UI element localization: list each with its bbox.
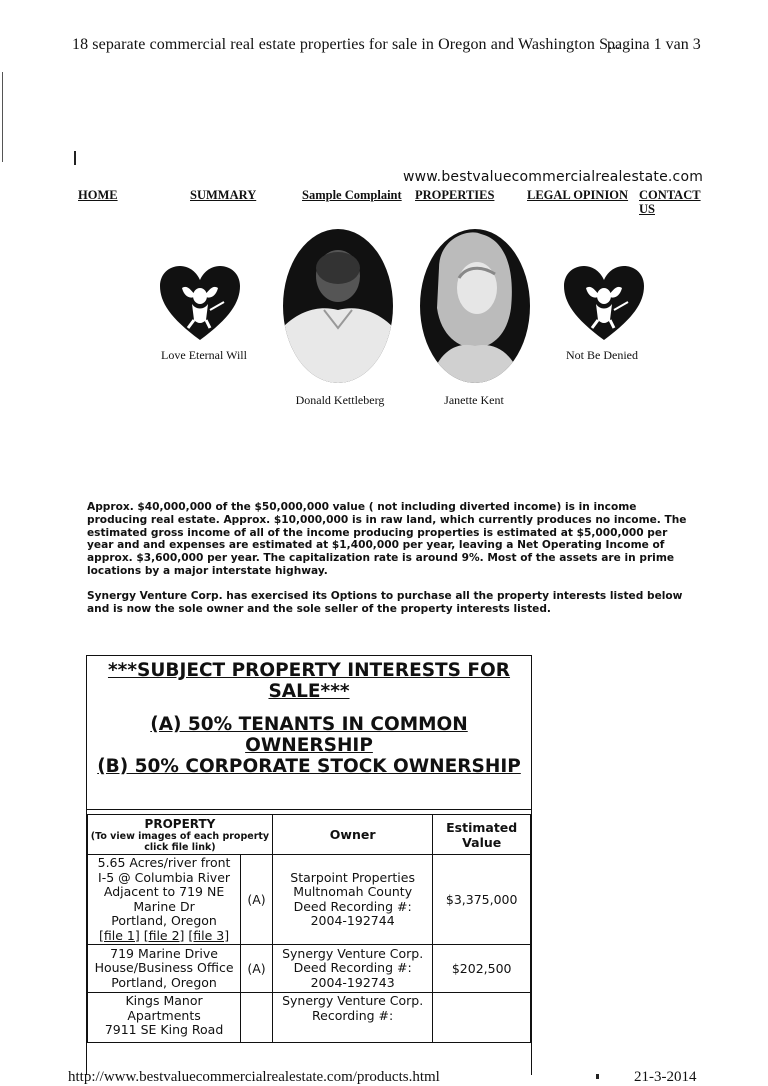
file-2-link[interactable]: [file 2] — [143, 927, 185, 943]
ownership-type-cell: (A) — [241, 945, 273, 993]
property-cell: 719 Marine Drive House/Business Office Portland, Oregon — [88, 945, 241, 993]
ownership-type-cell: (A) — [241, 855, 273, 945]
table-row — [88, 945, 531, 993]
nav-contact-us-link[interactable]: CONTACT US — [639, 188, 701, 216]
scan-artifact — [74, 151, 76, 165]
portrait-donald-kettleberg — [282, 228, 394, 384]
scan-artifact — [2, 72, 3, 162]
box-title-line-2: SALE*** — [268, 681, 350, 702]
scan-artifact — [596, 1074, 599, 1079]
footer-date: 21-3-2014 — [634, 1069, 697, 1085]
box-title-block — [87, 656, 531, 810]
income-summary-paragraph: Approx. $40,000,000 of the $50,000,000 value ( not including diverted income) is in income producing real estate. Approx. $10,000,000 is in raw land, which currently produces no income. The estimated gross income of all of the income producing properties is estimated at $5,000,000 per year and and expenses are estimated at $1,400,000 per year, leaving a Net Operating Income of approx. $3,600,000 per year. The capitalization rate is around 9%. Most of the assets are in prime locations by a major interstate highway. — [87, 501, 687, 577]
nav-home-link[interactable]: HOME — [78, 188, 118, 202]
box-ownership-a-line-1: (A) 50% TENANTS IN COMMON — [150, 714, 468, 735]
cupid-heart-icon — [160, 266, 240, 342]
nav-properties-link[interactable]: PROPERTIES — [415, 188, 495, 202]
table-header-row — [88, 815, 531, 855]
page-number: pagina 1 van 3 — [607, 36, 701, 53]
header-property: PROPERTY (To view images of each property click file link) — [88, 815, 273, 855]
header-estimated-value: Estimated Value — [433, 815, 531, 855]
nav-sample-complaint-link[interactable]: Sample Complaint — [302, 188, 402, 202]
owner-cell: Synergy Venture Corp. Recording #: — [272, 993, 432, 1043]
table-row — [88, 855, 531, 945]
property-table — [87, 814, 531, 1043]
table-row — [88, 993, 531, 1043]
nav-summary-link[interactable]: SUMMARY — [190, 188, 257, 202]
property-cell: 5.65 Acres/river front I-5 @ Columbia River Adjacent to 719 NE Marine Dr Portland, Oregon [file 1] [file 2] [file 3] — [88, 855, 241, 945]
image-caption-not-be-denied: Not Be Denied — [566, 348, 638, 362]
value-cell — [433, 993, 531, 1043]
box-title-line-1: ***SUBJECT PROPERTY INTERESTS FOR — [107, 660, 511, 681]
nav-legal-opinion-link[interactable]: LEGAL OPINION — [527, 188, 629, 202]
ownership-type-cell — [241, 993, 273, 1043]
print-header-title: 18 separate commercial real estate properties for sale in Oregon and Washington S... — [72, 36, 621, 53]
box-ownership-a-line-2: OWNERSHIP — [245, 735, 373, 756]
sole-owner-paragraph: Synergy Venture Corp. has exercised its Options to purchase all the property interests listed below and is now the sole owner and the sole seller of the property interests listed. — [87, 590, 683, 615]
value-cell: $202,500 — [433, 945, 531, 993]
image-caption-donald-kettleberg: Donald Kettleberg — [295, 393, 385, 407]
file-1-link[interactable]: [file 1] — [98, 927, 140, 943]
image-caption-love-eternal-will: Love Eternal Will — [161, 348, 247, 362]
cupid-heart-icon — [564, 266, 644, 342]
site-url: www.bestvaluecommercialrealestate.com — [403, 169, 704, 185]
value-cell: $3,375,000 — [433, 855, 531, 945]
owner-cell: Synergy Venture Corp. Deed Recording #: 2004-192743 — [272, 945, 432, 993]
box-ownership-b: (B) 50% CORPORATE STOCK OWNERSHIP — [97, 756, 521, 777]
image-caption-janette-kent: Janette Kent — [444, 393, 504, 407]
header-owner: Owner — [272, 815, 432, 855]
footer-url: http://www.bestvaluecommercialrealestate.com/products.html — [68, 1069, 440, 1085]
file-3-link[interactable]: [file 3] — [188, 927, 230, 943]
owner-cell: Starpoint Properties Multnomah County Deed Recording #: 2004-192744 — [272, 855, 432, 945]
portrait-janette-kent — [419, 228, 531, 384]
property-interests-box — [86, 655, 532, 1075]
property-cell: Kings Manor Apartments 7911 SE King Road — [88, 993, 241, 1043]
